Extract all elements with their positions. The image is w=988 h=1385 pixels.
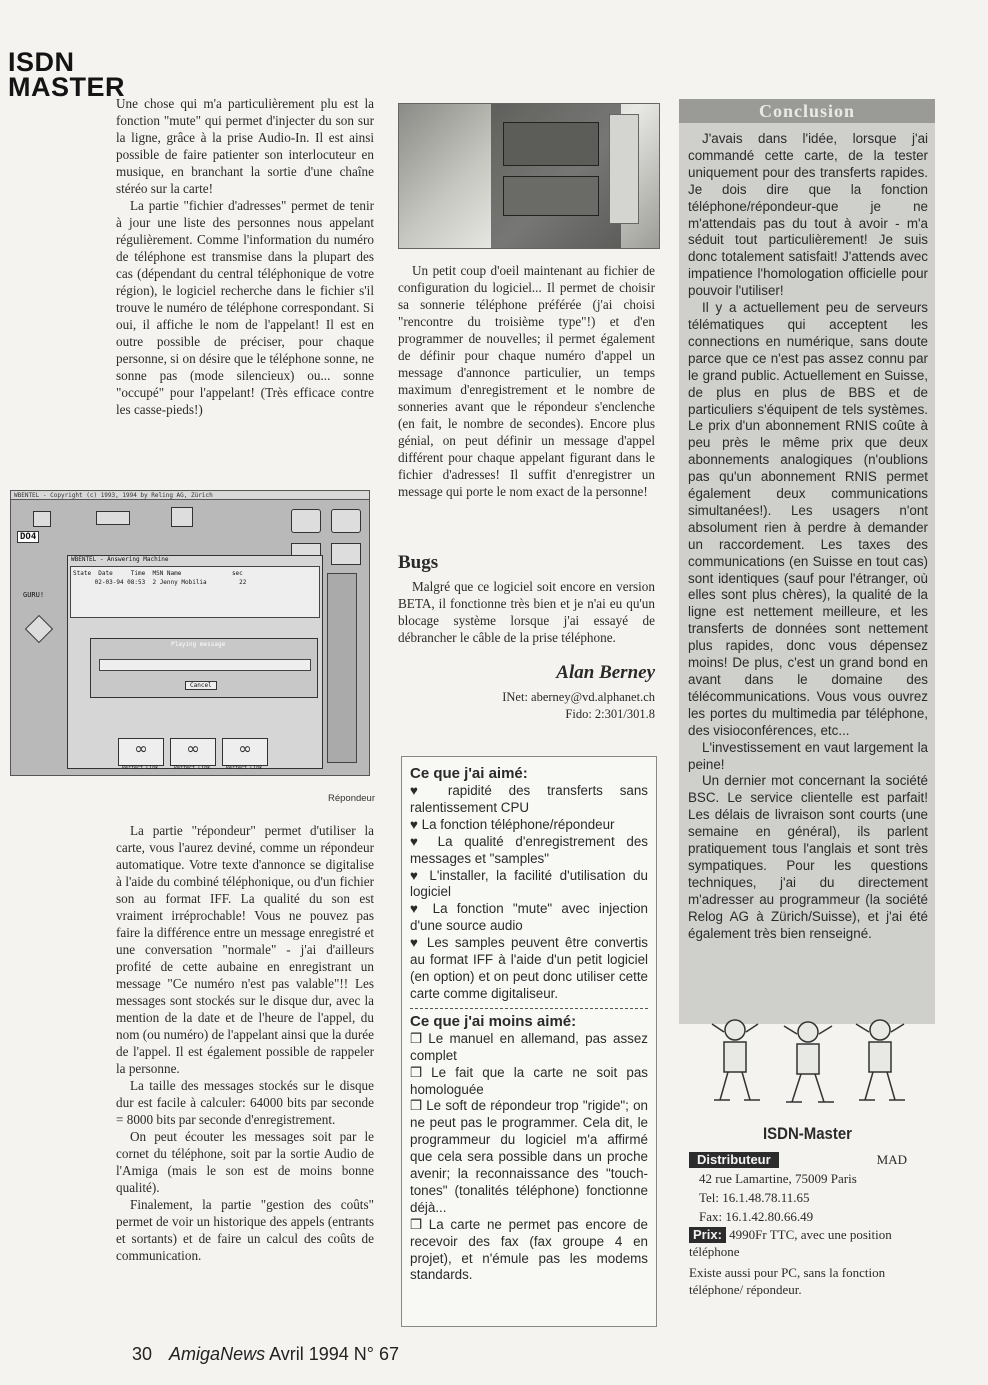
liked-item: ♥ La fonction téléphone/répondeur bbox=[410, 816, 615, 832]
pros-cons-box bbox=[401, 756, 657, 1327]
paragraph: Une chose qui m'a particulièrement plu est la fonction "mute" qui permet d'injecter du son sur la ligne, grâce à la prise Audio-In. Il est ainsi possible de faire patienter son interlocuteur en musique, en branchant la sortie d'une chaîne stéréo sur la carte! bbox=[116, 96, 374, 196]
distributor-info bbox=[689, 1150, 939, 1226]
distributor-tel: Tel: 16.1.48.78.11.65 bbox=[699, 1190, 810, 1205]
liked-item: ♥ rapidité des transferts sans ralentissement CPU bbox=[410, 783, 648, 815]
fido-address: Fido: 2:301/301.8 bbox=[565, 707, 655, 721]
conclusion-heading: Conclusion bbox=[679, 99, 935, 123]
message-list[interactable] bbox=[70, 566, 320, 618]
software-screenshot bbox=[10, 490, 370, 776]
liked-item: ♥ La fonction "mute" avec injection d'une source audio bbox=[410, 901, 648, 934]
perfect-link-icon[interactable]: ∞ Perfect Link bbox=[118, 738, 164, 766]
distributor-name: MAD bbox=[876, 1152, 907, 1167]
paragraph: La taille des messages stockés sur le disque dur est facile à calculer: 64000 bits par seconde = 8000 bits par seconde d'enregistrement. bbox=[116, 1078, 374, 1127]
paragraph: L'investissement en vaut largement la peine! bbox=[688, 739, 928, 772]
disk-icon bbox=[33, 511, 51, 527]
product-note: Existe aussi pour PC, sans la fonction téléphone/ répondeur. bbox=[689, 1265, 886, 1297]
icon-dock bbox=[327, 573, 357, 763]
liked-item: ♥ L'installer, la facilité d'utilisation du logiciel bbox=[410, 867, 648, 900]
drawer-icon bbox=[331, 543, 361, 565]
disliked-item: ❒ Le manuel en allemand, pas assez complet bbox=[410, 1030, 648, 1063]
divider bbox=[410, 1008, 648, 1009]
price-info bbox=[689, 1226, 939, 1298]
product-name: ISDN-Master bbox=[763, 1124, 852, 1143]
progress-bar bbox=[99, 659, 311, 671]
disliked-heading: Ce que j'ai moins aimé: bbox=[410, 1012, 577, 1030]
screenshot-titlebar: WBENTEL - Copyright (c) 1993, 1994 by Reling AG, Zürich bbox=[11, 491, 369, 500]
article-title-line2: MASTER bbox=[8, 72, 125, 102]
mascot-figure bbox=[712, 1020, 760, 1100]
playing-dialog bbox=[90, 638, 318, 698]
list-row[interactable]: 02-03-94 08:53 2 Jenny Mobilia 22 bbox=[73, 579, 247, 586]
price-tag: Prix: bbox=[689, 1227, 726, 1243]
dialog-title: Playing message bbox=[171, 641, 226, 648]
bugs-text bbox=[398, 578, 655, 646]
paragraph: Malgré que ce logiciel soit encore en version BETA, il fonctionne très bien et je n'ai eu qu'un blocage système lorsque j'ai essayé de débrancher le câble de la prise téléphone. bbox=[398, 579, 655, 645]
chassis-plate bbox=[609, 114, 639, 224]
paragraph: Finalement, la partie "gestion des coûts" permet de voir un historique des appels (entrants et sortants) et de faire un calcul des coûts de communication. bbox=[116, 1197, 374, 1263]
list-header: State Date Time MSN Name sec bbox=[73, 570, 243, 577]
mascot-illustration bbox=[700, 1012, 915, 1107]
distributor-address: 42 rue Lamartine, 75009 Paris bbox=[699, 1171, 857, 1186]
expansion-card bbox=[503, 122, 599, 166]
paragraph: La partie "répondeur" permet d'utiliser la carte, vous l'aurez deviné, comme un répondeur automatique. Votre texte d'annonce se digitalise à l'aide du combiné téléphonique, ou d'un fichier son au format IFF. La qualité du son est vraiment irréprochable! Vous ne pouvez pas faire la différence entre un message enregistré et une conversation "normale" - j'ai d'ailleurs profité de cette aubaine en enregistrant un message "Ce numéro n'est pas valable"!! Les messages sont stockés sur le disque dur, avec la mention de la date et de l'heure de l'appel, du nom (ou numéro) de l'appelant ainsi que la durée de l'appel. Il est également possible de rappeler la personne. bbox=[116, 823, 374, 1076]
liked-heading: Ce que j'ai aimé: bbox=[410, 765, 528, 782]
mascot-figure bbox=[856, 1020, 905, 1100]
article-title bbox=[8, 47, 125, 102]
price-text: 4990Fr TTC, avec une position téléphone bbox=[689, 1227, 892, 1259]
paragraph: La partie "fichier d'adresses" permet de tenir à jour une liste des personnes nous appelant régulièrement. Comme l'information du numéro de téléphone est transmise dans la plupart des cas (dépendant du central téléphonique de votre région), le logiciel recherche dans le fichier s'il trouve le numéro de téléphone correspondant. Si oui, il affiche le nom de l'appelant! Il est en outre possible de préciser, pour chaque personne, si on désire que le téléphone sonne, ne sonne pas (mode silencieux) ou... sonne "occupé" pour l'appelant! (Très efficace contre les casse-pieds!) bbox=[116, 198, 374, 417]
liked-item: ♥ Les samples peuvent être convertis au format IFF à l'aide d'un petit logiciel (en option) et on peut donc utiliser cette carte comme digitaliseur. bbox=[410, 935, 648, 1001]
cancel-button[interactable]: Cancel bbox=[185, 681, 217, 690]
page-footer bbox=[132, 1344, 399, 1365]
paragraph: J'avais dans l'idée, lorsque j'ai commandé cette carte, de la tester uniquement pour des transferts rapides. Je dois dire que la fonction téléphone/répondeur-que je ne m'attendais pas du tout à avoir - m'a séduit tout particulièrement! Je suis donc totalement satisfait! J'attends avec impatience l'homologation officielle pour pouvoir l'utiliser! bbox=[688, 131, 928, 299]
inet-address: INet: aberney@vd.alphanet.ch bbox=[502, 690, 655, 704]
paragraph: Un petit coup d'oeil maintenant au fichier de configuration du logiciel... Il permet de choisir sa sonnerie téléphone préférée (j'ai choisi "rencontre du troisième type"!) et d'en programmer de nouvelles; il permet également de définir pour chaque numéro d'appel un message d'annonce particulier, un temps maximum d'enregistrement et le nombre de sonneries avant que le répondeur s'enclenche (en fait, le nombre de secondes). Encore plus génial, on peut définir un message d'appel différent pour chaque appelant figurant dans le fichier d'adresses! Il suffit d'enregistrer un message qui porte le nom exact de la personne! bbox=[398, 263, 655, 499]
author-contact bbox=[400, 689, 655, 723]
expansion-card bbox=[503, 176, 599, 216]
column-1-continued bbox=[116, 822, 374, 1264]
disliked-item: ❒ Le fait que la carte ne soit pas homologuée bbox=[410, 1064, 648, 1097]
article-title-line1: ISDN bbox=[8, 47, 75, 77]
page-number: 30 bbox=[132, 1344, 153, 1364]
perfect-link-icon[interactable]: ∞ Perfect Link bbox=[222, 738, 268, 766]
liked-item: ♥ La qualité d'enregistrement des messages et "samples" bbox=[410, 833, 648, 866]
mascot-figure bbox=[784, 1022, 834, 1102]
prefs-icon bbox=[171, 507, 193, 527]
magazine-name: AmigaNews bbox=[169, 1344, 266, 1364]
author-name: Alan Berney bbox=[556, 662, 655, 683]
answering-machine-window bbox=[67, 555, 323, 769]
column-2-text bbox=[398, 262, 655, 500]
conclusion-box bbox=[679, 99, 935, 1024]
disliked-item: ❒ La carte ne permet pas encore de recevoir des fax (fax groupe 4 en projet), et n'émule pas les modems standards. bbox=[410, 1216, 648, 1283]
do4-label: DO4 bbox=[17, 531, 39, 543]
distributor-tag: Distributeur bbox=[689, 1152, 779, 1168]
drawer-icon bbox=[291, 509, 321, 533]
perfect-link-icon[interactable]: ∞ Perfect Link bbox=[170, 738, 216, 766]
bugs-heading: Bugs bbox=[398, 552, 439, 573]
drive-icon bbox=[96, 511, 130, 525]
disliked-item: ❒ Le soft de répondeur trop "rigide"; on ne peut pas le programmer. Cela dit, le programmeur du logiciel m'a affirmé que cela sera possible dans un proche avenir; la reconnaissance des "touch-tones" (tonalités téléphone) fonctionne déjà... bbox=[410, 1098, 648, 1215]
issue-info: Avril 1994 N° 67 bbox=[269, 1344, 400, 1364]
paragraph: On peut écouter les messages soit par le cornet du téléphone, soit par la sortie Audio de l'Amiga (mais le son est de moins bonne qualité). bbox=[116, 1129, 374, 1195]
figure-caption: Répondeur bbox=[327, 793, 375, 804]
diamond-icon bbox=[25, 615, 53, 643]
paragraph: Un dernier mot concernant la société BSC. Le service clientelle est parfait! Les délais de livraison sont courts (une semaine en général), ils parlent pratiquement tous l'anglais et sont très sympatiques. Pour les questions techniques, j'ai du directement m'adresser au programmeur (la société Relog AG à Zürich/Suisse), et j'ai été également très bien renseigné. bbox=[688, 773, 928, 941]
column-1-text bbox=[116, 95, 374, 418]
drawer-icon bbox=[331, 509, 361, 533]
paragraph: Il y a actuellement peu de serveurs télématiques qui acceptent les connections en numérique, sans doute parce que ce n'est pas assez connu par le grand public. Actuellement en Suisse, de plus en plus de BBS et de particuliers s'équipent de tels systèmes. Le prix d'un abonnement RNIS coûte à peu près le même prix que deux abonnements analogiques (n'oublions pas qu'un abonnement RNIS permet également deux communications simultanées!). Les usagers n'ont absolument rien à perdre à demander un raccordement. Les taxes des communications (en Suisse en tout cas) sont identiques (sauf pour l'étranger, où elles sont plus chères), la qualité de la ligne est nettement meilleure, et les transferts de données sont nettement plus rapides, donc vous dépensez moins! De plus, c'est un grand bond en avant dans le domaine des télécommunications. Vous vous ouvrez les portes du multimedia par téléphone, des visioconférences, etc... bbox=[688, 300, 928, 738]
window-title: WBENTEL - Answering Machine bbox=[71, 556, 169, 563]
guru-label: GURU! bbox=[23, 591, 45, 599]
distributor-fax: Fax: 16.1.42.80.66.49 bbox=[699, 1209, 814, 1224]
conclusion-body bbox=[688, 131, 928, 943]
hardware-photo bbox=[398, 103, 660, 249]
